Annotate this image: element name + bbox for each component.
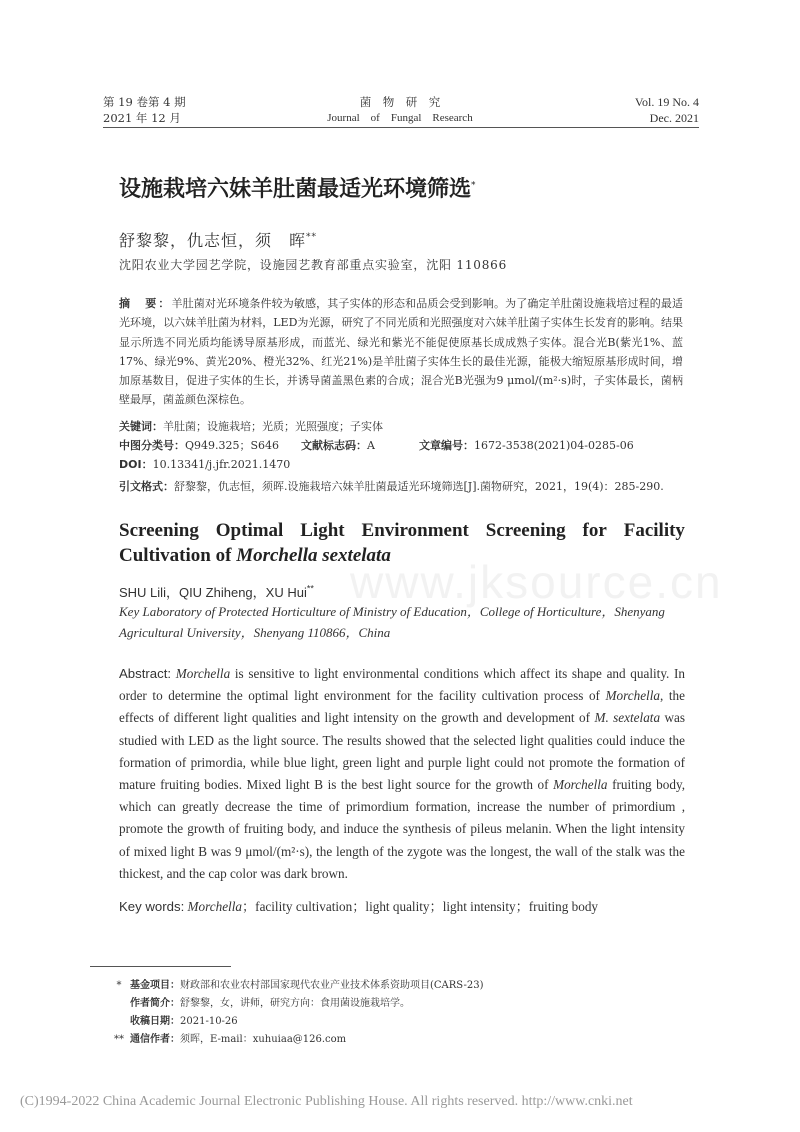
page-title-cn: 设施栽培六妹羊肚菌最适光环境筛选*: [119, 177, 476, 202]
title-en-word: Screening: [119, 520, 199, 541]
header-volume-cn: 第 19 卷第 4 期: [103, 95, 186, 109]
affiliation-en: Key Laboratory of Protected Horticulture of Ministry of Education，College of Horticulture，Shenyang Agricultural University，Shenyang 110866，China: [119, 604, 665, 640]
title-en-word: Screening: [485, 520, 566, 541]
header-journal-cn: 菌 物 研 究: [359, 95, 441, 109]
footnote-received: 收稿日期：2021-10-26: [130, 1016, 238, 1027]
keywords-en-label: Key words:: [119, 899, 185, 914]
doi-value: 10.13341/j.jfr.2021.1470: [152, 458, 291, 471]
keywords-cn-label: 关键词：: [119, 420, 163, 433]
header-right: [635, 94, 699, 126]
copyright-line: (C)1994-2022 China Academic Journal Electronic Publishing House. All rights reserved. http://www.cnki.net: [20, 1094, 633, 1109]
keywords-cn: [119, 418, 383, 436]
doc-code-label: 文献标志码：: [301, 439, 367, 452]
citation-label: 引文格式：: [119, 480, 174, 493]
abstract-cn-text: 羊肚菌对光环境条件较为敏感，其子实体的形态和品质会受到影响。为了确定羊肚菌设施栽培过程的最适光环境，以六妹羊肚菌为材料，LED为光源，研究了不同光质和光照强度对六妹羊肚菌子实体生长发育的影响。结果显示所选不同光质均能诱导原基形成，而蓝光、绿光和紫光不能促使原基长成成熟子实体。混合光B(紫光1%、蓝17%、绿光9%、黄光20%、橙光32%、红光21%)是羊肚菌子实体生长的最佳光源，能极大缩短原基形成时间，增加原基数目，促进子实体的生长，并诱导菌盖黑色素的合成；混合光B光强为9 μmol/(m²·s)时，子实体最长，菌柄壁最厚，菌盖颜色深棕色。: [119, 297, 684, 407]
header-left: [103, 94, 186, 126]
header-date-en: Dec. 2021: [649, 111, 699, 125]
title-en-word: Optimal: [215, 520, 284, 541]
footnotes: [108, 978, 484, 1048]
classification-line: [119, 437, 685, 455]
footnote-rule: [90, 966, 231, 967]
doi-label: DOI：: [119, 458, 153, 471]
footnote-bio: 作者简介：舒黎黎，女，讲师，研究方向：食用菌设施栽培学。: [130, 998, 410, 1009]
article-no-label: 文章编号：: [419, 439, 474, 452]
abstract-en: Abstract: Morchella is sensitive to light environmental conditions which affect its shape and quality. In order to determine the optimal light environment for the facility cultivation process of Morchella, the effects of different light qualities and light intensity on the growth and development of M. sextelata was studied with LED as the light source. The results showed that the selected light qualities could induce the formation of primordia, while blue light, green light and purple light could not promote the formation of mature fruiting bodies. Mixed light B is the best light source for the growth of Morchella fruiting body, which can greatly decrease the time of primordium formation, increase the number of primordium , promote the growth of fruiting body, and induce the synthesis of pileus melanin. When the light intensity of mixed light B was 9 μmol/(m²·s), the length of the zygote was the longest, the wall of the stalk was the thickest, and the cap color was dark brown.: [119, 666, 686, 881]
title-en-word: Environment: [361, 520, 469, 541]
footnote-corresponding: ** 通信作者：须晖，E-mail：xuhuiaa@126.com: [114, 1034, 347, 1045]
clc-value: Q949.325；S646: [185, 439, 280, 452]
author-note-mark: **: [306, 232, 318, 243]
page-title-en: [119, 518, 685, 568]
watermark: www.jksource.cn: [350, 556, 723, 608]
title-en-word: Light: [300, 520, 345, 541]
author-en-note-mark: **: [306, 583, 314, 594]
header-center: [300, 94, 500, 126]
title-en-line1: [119, 518, 685, 543]
authors-en: SHU Lili，QIU Zhiheng，XU Hui**: [119, 583, 314, 600]
article-no-value: 1672-3538(2021)04-0285-06: [474, 439, 634, 452]
abstract-cn: [119, 294, 683, 410]
header-volume-en: Vol. 19 No. 4: [634, 95, 699, 109]
title-en-word: Facility: [623, 520, 685, 541]
header-date-cn: 2021 年 12 月: [103, 111, 181, 125]
doc-code-value: A: [367, 439, 375, 452]
authors-cn: 舒黎黎，仇志恒，须 晖**: [119, 231, 318, 250]
citation-line: [119, 478, 664, 496]
affiliation-cn: 沈阳农业大学园艺学院，设施园艺教育部重点实验室，沈阳 110866: [119, 258, 508, 272]
keywords-en: Key words: Morchella；facility cultivation；light quality；light intensity；fruiting body: [119, 899, 599, 914]
title-en-word: for: [582, 520, 607, 541]
doi-line: [119, 456, 290, 474]
abstract-en-label: Abstract:: [119, 666, 172, 681]
header-rule: [103, 127, 699, 128]
citation-text: 舒黎黎，仇志恒，须晖.设施栽培六妹羊肚菌最适光环境筛选[J].菌物研究，2021，19(4)：285-290.: [174, 480, 664, 493]
species-name: Morchella sextelata: [236, 545, 391, 566]
title-en-line2: Cultivation of Morchella sextelata: [119, 545, 391, 566]
keywords-cn-text: 羊肚菌；设施栽培；光质；光照强度；子实体: [163, 420, 383, 433]
footnote-fund: * 基金项目：财政部和农业农村部国家现代农业产业技术体系资助项目(CARS-23): [116, 980, 484, 991]
abstract-cn-label: 摘 要：: [119, 297, 172, 310]
header-journal-en: Journal of Fungal Research: [327, 112, 473, 124]
clc-label: 中图分类号：: [119, 439, 185, 452]
title-note-mark: *: [471, 180, 476, 191]
